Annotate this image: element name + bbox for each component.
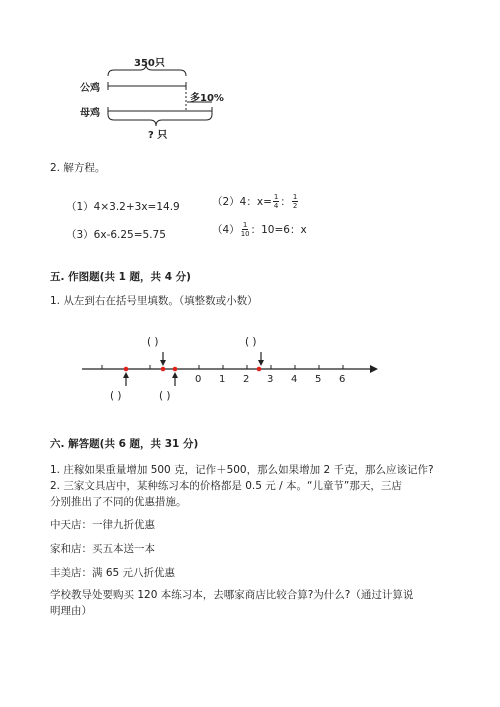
tick-label: 0: [195, 374, 202, 385]
store-zhongtian: 中天店：一律九折优惠: [50, 519, 155, 531]
tick-label: 3: [267, 374, 274, 385]
answer-blank[interactable]: ( ): [147, 336, 159, 348]
question-2: 2. 三家文具店中，某种练习本的价格都是 0.5 元 / 本。“儿童节”那天，三店: [50, 480, 402, 492]
answer-blank[interactable]: ( ): [110, 390, 122, 402]
store-jiahe: 家和店：买五本送一本: [50, 543, 155, 555]
answer-blank[interactable]: ( ): [159, 390, 171, 402]
fraction: $\frac{1}{4}$: [273, 193, 279, 210]
more-label: 多10%: [190, 93, 224, 104]
total-label: 350只: [134, 58, 165, 69]
equation-4: （4） $\frac{1}{10}$ ：10=6：x: [212, 221, 307, 238]
section-5-heading: 五. 作图题(共 1 题，共 4 分): [50, 271, 191, 283]
final-question: 学校教导处要购买 120 本练习本，去哪家商店比较合算?为什么?（通过计算说: [50, 589, 414, 601]
rooster-label: 公鸡: [80, 83, 100, 94]
store-fengmei: 丰美店：满 65 元八折优惠: [50, 567, 176, 579]
q2-heading: 2. 解方程。: [50, 162, 106, 174]
tick-label: 5: [315, 374, 322, 385]
equation-2: （2）4：x= $\frac{1}{4}$ ： $\frac{1}{2}$: [212, 193, 298, 210]
equation-3: （3）6x-6.25=5.75: [66, 229, 166, 241]
question-2-cont: 分别推出了不同的优惠措施。: [50, 496, 187, 508]
section-5-question: 1. 从左到右在括号里填数。（填整数或小数）: [50, 295, 258, 307]
tick-label: 1: [219, 374, 226, 385]
hen-label: 母鸡: [80, 108, 100, 119]
tick-label: 4: [291, 374, 298, 385]
section-6-heading: 六. 解答题(共 6 题，共 31 分): [50, 438, 199, 450]
final-question-cont: 明理由）: [50, 605, 92, 617]
tick-label: 2: [243, 374, 250, 385]
answer-blank[interactable]: ( ): [245, 336, 257, 348]
question-1: 1. 庄稼如果重量增加 500 克，记作＋500，那么如果增加 2 千克，那么应该记作?: [50, 464, 434, 476]
fraction: $\frac{1}{10}$: [240, 221, 250, 238]
tick-label: 6: [339, 374, 346, 385]
fraction: $\frac{1}{2}$: [292, 193, 298, 210]
unknown-label: ? 只: [148, 130, 168, 141]
equation-1: （1）4×3.2+3x=14.9: [66, 201, 180, 213]
